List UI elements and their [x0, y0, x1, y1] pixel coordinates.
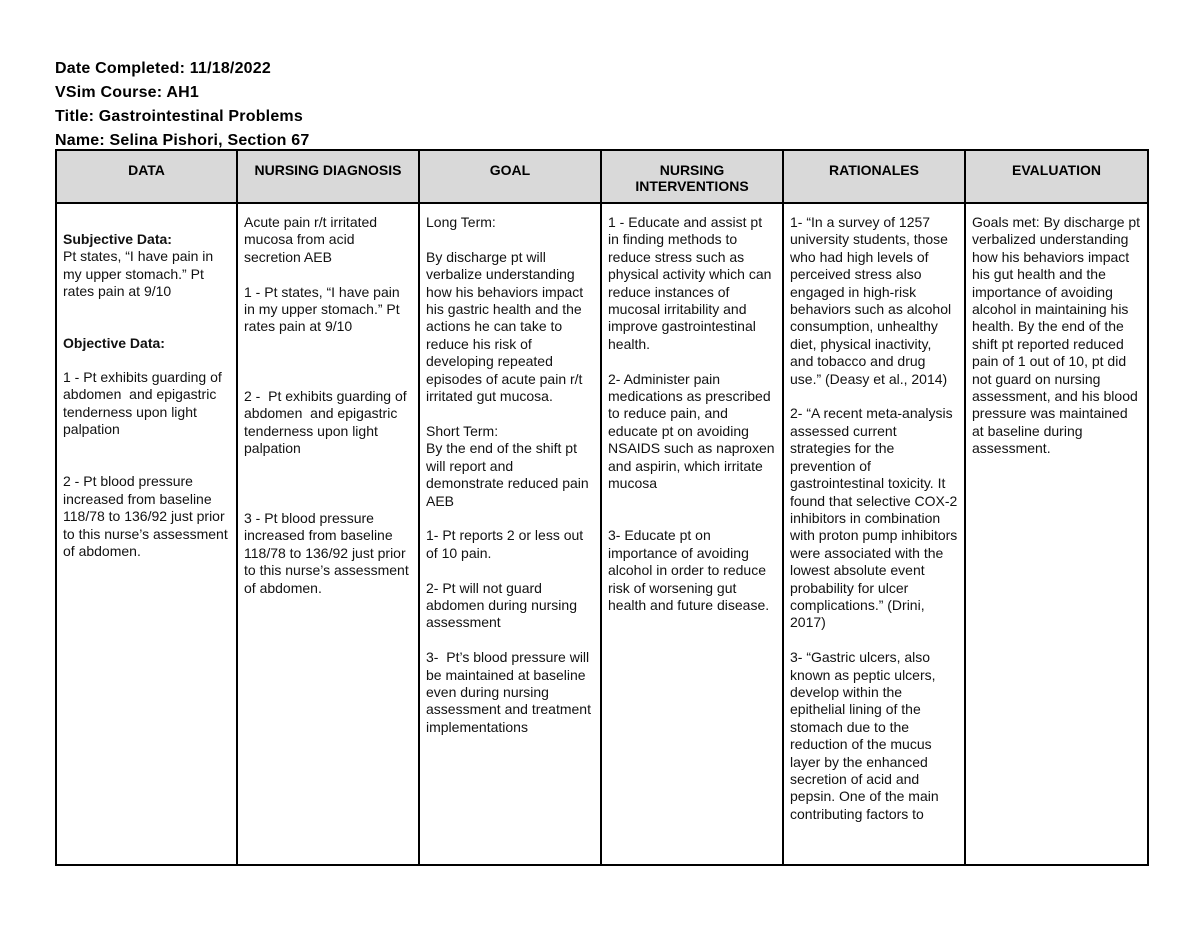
nursing-diagnosis-cell: [237, 203, 419, 865]
column-header-goal: GOAL: [419, 150, 601, 203]
objective-data-label: Objective Data:: [63, 334, 165, 351]
column-header-evaluation: EVALUATION: [965, 150, 1148, 203]
evaluation-text: Goals met: By discharge pt verbalized understanding how his behaviors impact his gut health and the importance of avoiding alcohol in maintaining his health. By the end of the shift pt reported reduced pain of 1 out of 10, pt did not guard on nursing assessment, and his blood pressure was maintained at baseline during assessment.: [972, 214, 1144, 457]
column-header-nursing-diagnosis: NURSING DIAGNOSIS: [237, 150, 419, 203]
rationales-cell: [783, 203, 965, 865]
vsim-course: VSim Course: AH1: [55, 84, 199, 101]
nursing-interventions-text: 1 - Educate and assist pt in finding methods to reduce stress such as physical activity which can reduce instances of mucosal irritability and improve gastrointestinal health. 2- Administer pain medications as prescribed to reduce pain, and educate pt on avoiding NSAIDS such as naproxen and aspirin, which irritate mucosa 3- Educate pt on importance of avoiding alcohol in order to reduce risk of worsening gut health and future disease.: [608, 214, 775, 613]
column-header-rationales: RATIONALES: [783, 150, 965, 203]
care-plan-table: [55, 149, 1149, 866]
objective-data-text: 1 - Pt exhibits guarding of abdomen and epigastric tenderness upon light palpation 2 - Pt blood pressure increased from baseline 118/78 to 136/92 just prior to this nurse’s assessment of abdomen.: [63, 369, 228, 560]
document-title: Title: Gastrointestinal Problems: [55, 108, 303, 125]
column-header-data: DATA: [56, 150, 237, 203]
document-header: [55, 57, 310, 153]
date-completed: Date Completed: 11/18/2022: [55, 60, 271, 77]
table-header-row: [56, 150, 1148, 203]
subjective-data-label: Subjective Data:: [63, 231, 172, 247]
nursing-interventions-cell: [601, 203, 783, 865]
evaluation-cell: [965, 203, 1148, 865]
column-header-nursing-interventions: NURSING INTERVENTIONS: [601, 150, 783, 203]
goal-text: Long Term: By discharge pt will verbalize understanding how his behaviors impact his gastric health and the actions he can take to reduce his risk of developing repeated episodes of acute pain r/t irritated gut mucosa. Short Term: By the end of the shift pt will report and demonstrate reduced pain AEB 1- Pt reports 2 or less out of 10 pain. 2- Pt will not guard abdomen during nursing assessment 3- Pt’s blood pressure will be maintained at baseline even during nursing assessment and treatment implementations: [426, 214, 591, 735]
nursing-diagnosis-text: Acute pain r/t irritated mucosa from acid secretion AEB 1 - Pt states, “I have pain in my upper stomach.” Pt rates pain at 9/10 2 - Pt exhibits guarding of abdomen and epigastric tenderness upon light palpation 3 - Pt blood pressure increased from baseline 118/78 to 136/92 just prior to this nurse’s assessment of abdomen.: [244, 214, 409, 596]
student-name: Name: Selina Pishori, Section 67: [55, 132, 310, 149]
table-row: [56, 203, 1148, 865]
subjective-data-text: Pt states, “I have pain in my upper stomach.” Pt rates pain at 9/10: [63, 248, 218, 300]
rationales-text: 1- “In a survey of 1257 university students, those who had high levels of perceived stress also engaged in high-risk behaviors such as alcohol consumption, unhealthy diet, physical inactivity, and tobacco and drug use.” (Deasy et al., 2014) 2- “A recent meta-analysis assessed current strategies for the prevention of gastrointestinal toxicity. It found that selective COX-2 inhibitors in combination with proton pump inhibitors were associated with the lowest absolute event probability for ulcer complications.” (Drini, 2017) 3- “Gastric ulcers, also known as peptic ulcers, develop within the epithelial lining of the stomach due to the reduction of the mucus layer by the enhanced secretion of acid and pepsin. One of the main contributing factors to: [790, 214, 958, 822]
data-cell: [56, 203, 237, 865]
goal-cell: [419, 203, 601, 865]
